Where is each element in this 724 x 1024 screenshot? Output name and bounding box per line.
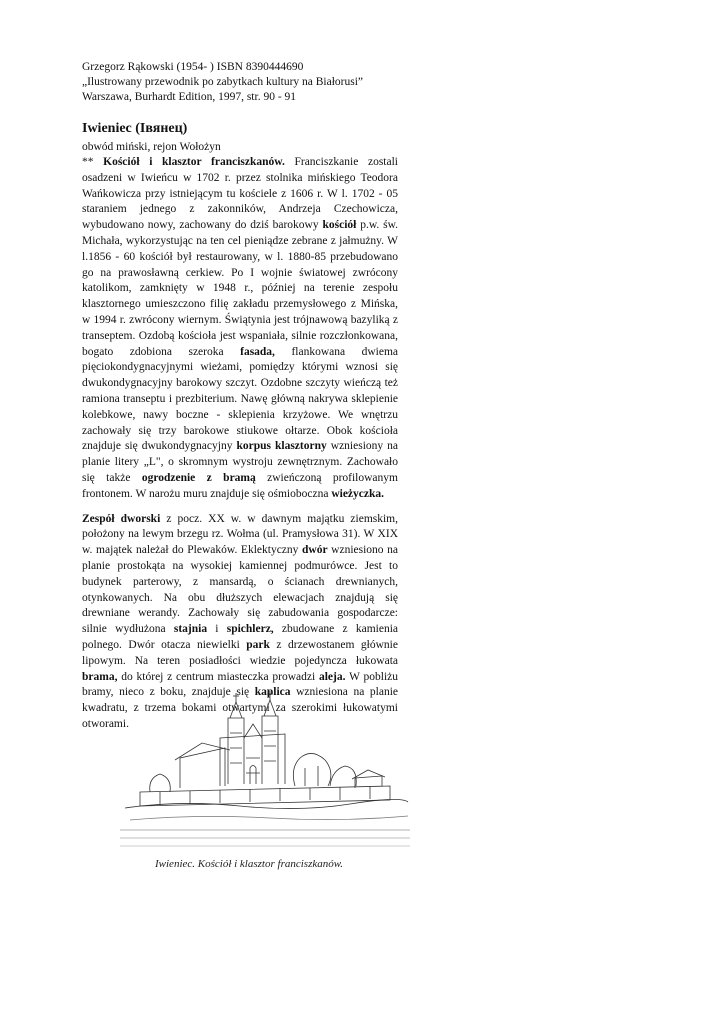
text-run: wzniesiono na planie prostokąta na wysokiej kamiennej podmurówce. Jest to budynek parterowy, z mansardą, o ścianach drewnianych, otynkowanych. Na obu dłuższych elewacjach znajdują się drewniane werandy. Zachowały się zabudowania gospodarcze: silnie wydłużona xyxy=(82,544,399,636)
bold-term: Kościół i klasztor franciszkanów. xyxy=(103,156,285,168)
source-author-line: Grzegorz Rąkowski (1954- ) ISBN 8390444690 xyxy=(82,61,304,73)
text-run: zwieńczoną profilowanym frontonem. W narożu muru znajduje się ośmioboczna xyxy=(82,471,398,500)
text-run: p.w. św. Michała, wykorzystując na ten cel pieniądze zebrane z jałmużny. W l.1856 - 60 kościół był restaurowany, w l. 1880-85 przebudowano go na prawosławną cerkiew. Po I wojnie światowej zwrócony katolikom, zamknięty w 1948 r., później na terenie zespołu klasztornego umieszczono filię zakładu przemysłowego z Mińska, w 1994 r. zwrócony wiernym. Świątynia jest trójnawową bazyliką z transeptem. Ozdobą kościoła jest wspaniała, silnie rozczłonkowana, bogato zdobiona szeroka xyxy=(82,219,399,358)
bold-term: korpus klasztorny xyxy=(236,440,327,453)
text-run: flankowana dwiema pięciokondygnacyjnymi wieżami, pomiędzy którymi wznosi się dwukondygnacyjny barokowy szczyt. Ozdobne szczyty wieńczą też ramiona transeptu i prezbiterium. Nawę główną nakrywa sklepienie kolebkowe, nawy boczne - sklepienia krzyżowe. We wnętrzu zachowały się trzy barokowe stiukowe ołtarze. Obok kościoła znajduje się dwukondygnacyjny xyxy=(82,345,399,453)
page-subtitle: obwód miński, rejon Wołożyn xyxy=(82,141,221,153)
paragraph-church xyxy=(82,155,398,503)
document-page xyxy=(82,60,398,733)
bold-term: spichlerz, xyxy=(226,623,274,636)
bold-term: fasada, xyxy=(240,345,275,358)
text-run: wzniesiona na planie kwadratu, z trzema bokami otwartymi za szerokimi łukowatymi otworami. xyxy=(82,686,398,730)
bold-term: kościół xyxy=(322,219,357,232)
source-publisher-line: Warszawa, Burhardt Edition, 1997, str. 90 - 91 xyxy=(82,91,297,103)
bold-term: dwór xyxy=(302,544,328,557)
church-sketch-illustration xyxy=(120,688,410,883)
bold-term: aleja. xyxy=(318,670,346,683)
text-run: W pobliżu bramy, nieco z boku, znajduje się xyxy=(82,670,398,699)
bold-term: kaplica xyxy=(254,686,291,699)
bold-term: park xyxy=(246,638,270,651)
bold-term: wieżyczka. xyxy=(331,487,385,500)
source-title-line: „Ilustrowany przewodnik po zabytkach kultury na Białorusi” xyxy=(82,76,364,88)
source-citation xyxy=(82,60,398,105)
text-run: i xyxy=(207,623,227,636)
bold-term: brama, xyxy=(82,670,118,683)
text-run: z pocz. XX w. w dawnym majątku ziemskim, położony na lewym brzegu rz. Wołma (ul. Pramysłowa 31). W XIX w. majątek należał do Plewaków. Eklektyczny xyxy=(82,512,398,557)
text-run: z drzewostanem głównie lipowym. Na teren posiadłości wiedzie pojedyncza łukowata xyxy=(82,638,398,667)
text-run: wzniesiony na planie litery „L", o skromnym wystroju zewnętrznym. Zachowało się także xyxy=(82,440,398,484)
text-run: ** xyxy=(82,156,104,168)
text-run: do której z centrum miasteczka prowadzi xyxy=(117,670,319,683)
figure-caption: Iwieniec. Kościół i klasztor franciszkanów. xyxy=(155,858,344,870)
bold-term: stajnia xyxy=(173,623,208,636)
bold-term: ogrodzenie z bramą xyxy=(141,471,256,484)
bold-term: Zespół dworski xyxy=(82,512,161,525)
page-title: Iwieniec (Івянец) xyxy=(82,121,188,136)
text-run: Franciszkanie zostali osadzeni w Iwieńcu w 1702 r. przez stolnika mińskiego Teodora Wańkowicza przy istniejącym tu kościele z 1606 r. W l. 1702 - 05 staraniem jednego z zakonników, Andrzeja Czechowicza, wybudowano nowy, zachowany do dziś barokowy xyxy=(82,156,398,232)
text-run: zbudowane z kamienia polnego. Dwór otacza niewielki xyxy=(82,623,398,651)
